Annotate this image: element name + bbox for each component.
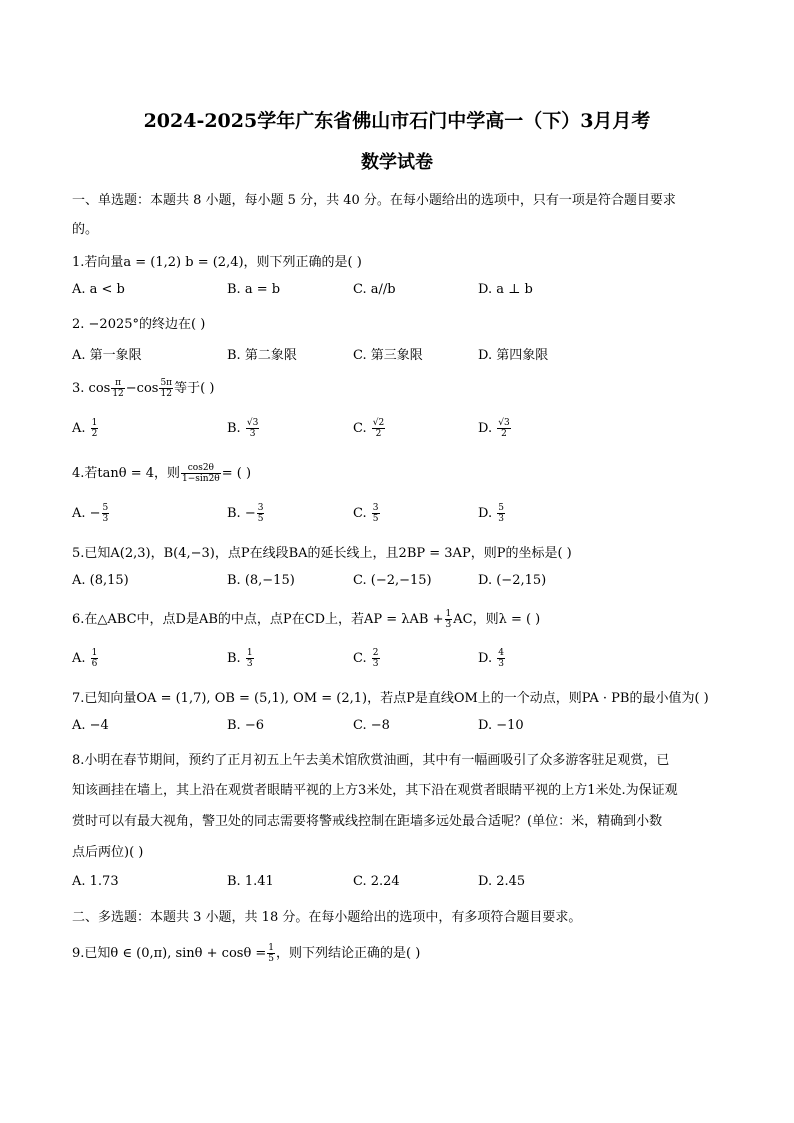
- q6-a-frac: [91, 648, 99, 669]
- q9-stem-pre: 9.已知θ ∈ (0,π), sinθ + cosθ =: [72, 946, 267, 961]
- q4-stem-pre: 4.若tanθ = 4，则: [72, 466, 181, 481]
- q3-stem-mid: −cos: [125, 381, 159, 396]
- q3-d-den: 2: [501, 429, 507, 439]
- q9-f-den: 5: [268, 954, 275, 964]
- question-1-stem: 1.若向量a = (1,2) b = (2,4)，则下列正确的是( ): [72, 255, 362, 270]
- q4-d-frac: [497, 503, 505, 524]
- q7-option-a: A. −4: [72, 718, 109, 733]
- q6-option-a: [72, 648, 99, 669]
- q6-option-d: [478, 648, 506, 669]
- section2-heading: 二、多选题：本题共 3 小题，共 18 分。在每小题给出的选项中，有多项符合题目要求。: [72, 910, 582, 925]
- q3-a-den: 2: [91, 429, 98, 439]
- q3-b-den: 3: [249, 429, 256, 439]
- q9-fraction: [267, 943, 275, 964]
- q3-b-num: √3: [246, 418, 259, 428]
- q1-option-a: A. a < b: [72, 282, 125, 297]
- q8-option-d: D. 2.45: [478, 874, 526, 889]
- q8-option-c: C. 2.24: [353, 874, 400, 889]
- q4-option-d: [478, 503, 506, 524]
- q3-b-label: B.: [227, 421, 241, 436]
- q3-a-num: 1: [91, 418, 98, 428]
- question-7-stem: 7.已知向量OA = (1,7), OB = (5,1), OM = (2,1)，若点P是直线OM上的一个动点，则PA · PB的最小值为( ): [72, 691, 709, 706]
- q8-option-a: A. 1.73: [72, 874, 119, 889]
- q3-d-num: √3: [498, 418, 510, 428]
- q5-option-c: C. (−2,−15): [353, 573, 432, 588]
- q3-c-den: 2: [375, 429, 382, 439]
- q6-option-b: [227, 648, 255, 669]
- q3-a-label: A.: [72, 421, 86, 436]
- q3-a-frac: [91, 418, 99, 439]
- q4-f-num: cos2θ: [181, 463, 221, 474]
- question-4-stem: [72, 462, 251, 484]
- q6-a-label: A.: [72, 651, 86, 666]
- question-5-stem: 5.已知A(2,3)，B(4,−3)，点P在线段BA的延长线上，且2BP = 3AP，则P的坐标是( ): [72, 546, 572, 561]
- q5-option-b: B. (8,−15): [227, 573, 295, 588]
- q6-f-den: 3: [445, 620, 452, 630]
- question-8-line-2: 知该画挂在墙上，其上沿在观赏者眼睛平视的上方3米处，其下沿在观赏者眼睛平视的上方1米处.为保证观: [72, 783, 678, 798]
- page-title: 2024-2025学年广东省佛山市石门中学高一（下）3月月考: [143, 110, 651, 132]
- q3-f2-num: 5π: [160, 378, 173, 388]
- q7-option-d: D. −10: [478, 718, 524, 733]
- q3-f1-den: 12: [112, 389, 124, 399]
- q4-c-den: 5: [372, 514, 379, 524]
- q2-option-d: D. 第四象限: [478, 348, 549, 363]
- q9-f-num: 1: [268, 943, 275, 953]
- q6-c-den: 3: [372, 659, 379, 669]
- q4-a-frac: [102, 503, 110, 524]
- q2-option-c: C. 第三象限: [353, 348, 423, 363]
- q6-b-label: B.: [227, 651, 241, 666]
- q4-b-den: 5: [257, 514, 264, 524]
- q4-b-label: B. −: [227, 506, 256, 521]
- section1-heading: 一、单选题：本题共 8 小题，每小题 5 分，共 40 分。在每小题给出的选项中，只有一项是符合题目要求: [72, 193, 676, 208]
- q1-option-c: C. a//b: [353, 282, 396, 297]
- q2-option-a: A. 第一象限: [72, 348, 142, 363]
- q4-c-num: 3: [372, 503, 379, 513]
- q3-c-num: √2: [372, 418, 385, 428]
- q4-fraction: [181, 463, 221, 484]
- q6-a-den: 6: [91, 659, 98, 669]
- q1-option-d: D. a ⊥ b: [478, 282, 533, 297]
- q4-d-label: D.: [478, 506, 493, 521]
- question-9-stem: [72, 942, 420, 964]
- q6-b-frac: [246, 648, 254, 669]
- q6-stem-post: AC，则λ = ( ): [453, 612, 541, 627]
- q3-fraction-1: [111, 378, 124, 399]
- q6-d-den: 3: [498, 659, 504, 669]
- q3-d-label: D.: [478, 421, 493, 436]
- q3-option-c: [353, 418, 386, 439]
- q3-option-d: [478, 418, 512, 439]
- q3-f1-num: π: [111, 378, 124, 389]
- q7-option-b: B. −6: [227, 718, 264, 733]
- question-3-stem: [72, 377, 214, 399]
- q4-c-label: C.: [353, 506, 367, 521]
- q6-stem-pre: 6.在△ABC中，点D是AB的中点，点P在CD上，若AP = λAB +: [72, 612, 444, 627]
- q3-f2-den: 12: [160, 389, 172, 399]
- q3-fraction-2: [159, 378, 173, 399]
- q6-f-num: 1: [445, 609, 452, 619]
- q9-stem-post: ，则下列结论正确的是( ): [276, 946, 421, 961]
- q4-b-frac: [257, 503, 265, 524]
- q6-fraction: [445, 609, 453, 630]
- question-8-line-4: 点后两位)( ): [72, 845, 144, 860]
- q6-c-frac: [372, 648, 380, 669]
- q6-b-den: 3: [246, 659, 253, 669]
- q8-option-b: B. 1.41: [227, 874, 274, 889]
- q6-d-label: D.: [478, 651, 493, 666]
- question-8-line-3: 赏时可以有最大视角，警卫处的同志需要将警戒线控制在距墙多远处最合适呢？(单位：米，精确到小数: [72, 814, 663, 829]
- question-6-stem: [72, 608, 540, 630]
- q2-option-b: B. 第二象限: [227, 348, 297, 363]
- q4-f-den: 1−sin2θ: [182, 474, 220, 484]
- q1-option-b: B. a = b: [227, 282, 281, 297]
- q4-option-b: [227, 503, 265, 524]
- q3-stem-pre: 3. cos: [72, 381, 111, 396]
- section1-heading-cont: 的。: [72, 222, 99, 237]
- q4-d-den: 3: [498, 514, 504, 524]
- page-subtitle: 数学试卷: [361, 152, 433, 173]
- q6-option-c: [353, 648, 381, 669]
- q3-c-label: C.: [353, 421, 367, 436]
- q4-a-den: 3: [102, 514, 109, 524]
- q4-d-num: 5: [498, 503, 504, 513]
- q4-stem-post: = ( ): [221, 466, 252, 481]
- q4-option-a: [72, 503, 110, 524]
- q6-c-label: C.: [353, 651, 367, 666]
- question-2-stem: 2. −2025°的终边在( ): [72, 317, 206, 332]
- q6-d-num: 4: [498, 648, 504, 658]
- q3-option-a: [72, 418, 99, 439]
- q5-option-a: A. (8,15): [72, 573, 129, 588]
- q3-d-frac: [497, 418, 510, 439]
- q3-b-frac: [246, 418, 259, 439]
- q5-option-d: D. (−2,15): [478, 573, 547, 588]
- q4-a-num: 5: [102, 503, 109, 513]
- q6-d-frac: [497, 648, 505, 669]
- q6-a-num: 1: [91, 648, 98, 658]
- q6-c-num: 2: [372, 648, 379, 658]
- q4-c-frac: [372, 503, 380, 524]
- q4-b-num: 3: [257, 503, 264, 513]
- q3-option-b: [227, 418, 260, 439]
- q3-c-frac: [372, 418, 385, 439]
- q4-option-c: [353, 503, 381, 524]
- q6-b-num: 1: [246, 648, 253, 658]
- q7-option-c: C. −8: [353, 718, 390, 733]
- q3-stem-post: 等于( ): [174, 381, 215, 396]
- q4-a-label: A. −: [72, 506, 101, 521]
- question-8-line-1: 8.小明在春节期间，预约了正月初五上午去美术馆欣赏油画，其中有一幅画吸引了众多游客驻足观赏，已: [72, 753, 670, 768]
